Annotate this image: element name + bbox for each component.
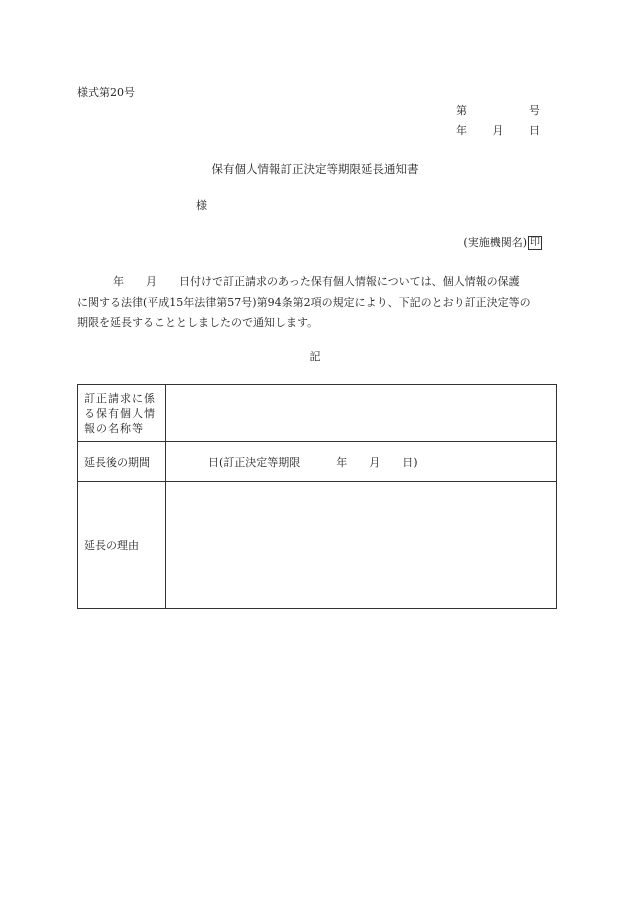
info-name-label-line: る保有個人情 [84, 406, 156, 420]
note-heading: 記 [309, 350, 321, 363]
body-line-2: に関する法律(平成15年法律第57号)第94条第2項の規定により、下記のとおり訂正決定等の [77, 295, 531, 309]
issuer-label: (実施機関名) [463, 236, 527, 249]
date-day: 日 [529, 124, 540, 137]
form-number: 様式第20号 [77, 86, 135, 99]
extension-period-value [166, 442, 557, 482]
table-row [78, 482, 557, 609]
extension-year: 年 [336, 455, 348, 469]
body-line-1-text: 日付けで訂正請求のあった保有個人情報については、個人情報の保護 [179, 275, 520, 288]
date-year: 年 [456, 124, 467, 137]
extension-reason-label: 延長の理由 [78, 482, 166, 609]
details-table [77, 384, 557, 609]
extension-day: 日(訂正決定等期限 [208, 455, 301, 469]
body-month: 月 [146, 275, 157, 288]
issuer [463, 236, 542, 250]
document-title: 保有個人情報訂正決定等期限延長通知書 [211, 162, 419, 176]
extension-reason-value [166, 482, 557, 609]
info-name-label-line: 訂正請求に係 [84, 391, 156, 405]
body-year: 年 [113, 275, 124, 288]
info-name-value [166, 385, 557, 442]
table-row [78, 442, 557, 482]
seal-mark: 印 [530, 237, 540, 248]
info-name-label [78, 385, 166, 442]
body-paragraph [77, 272, 557, 334]
table-row [78, 385, 557, 442]
body-line-1 [77, 272, 557, 293]
extension-day-close: 日) [402, 455, 418, 469]
number-prefix: 第 [456, 104, 467, 117]
extension-period-label: 延長後の期間 [78, 442, 166, 482]
body-line-3: 期限を延長することとしましたので通知します。 [77, 316, 319, 329]
document-number-row [456, 104, 540, 118]
info-name-label-line: 報の名称等 [84, 421, 144, 435]
document-date-row [456, 124, 540, 138]
extension-month: 月 [369, 455, 381, 469]
number-suffix: 号 [529, 104, 540, 117]
date-month: 月 [492, 124, 504, 137]
addressee: 様 [196, 199, 207, 212]
